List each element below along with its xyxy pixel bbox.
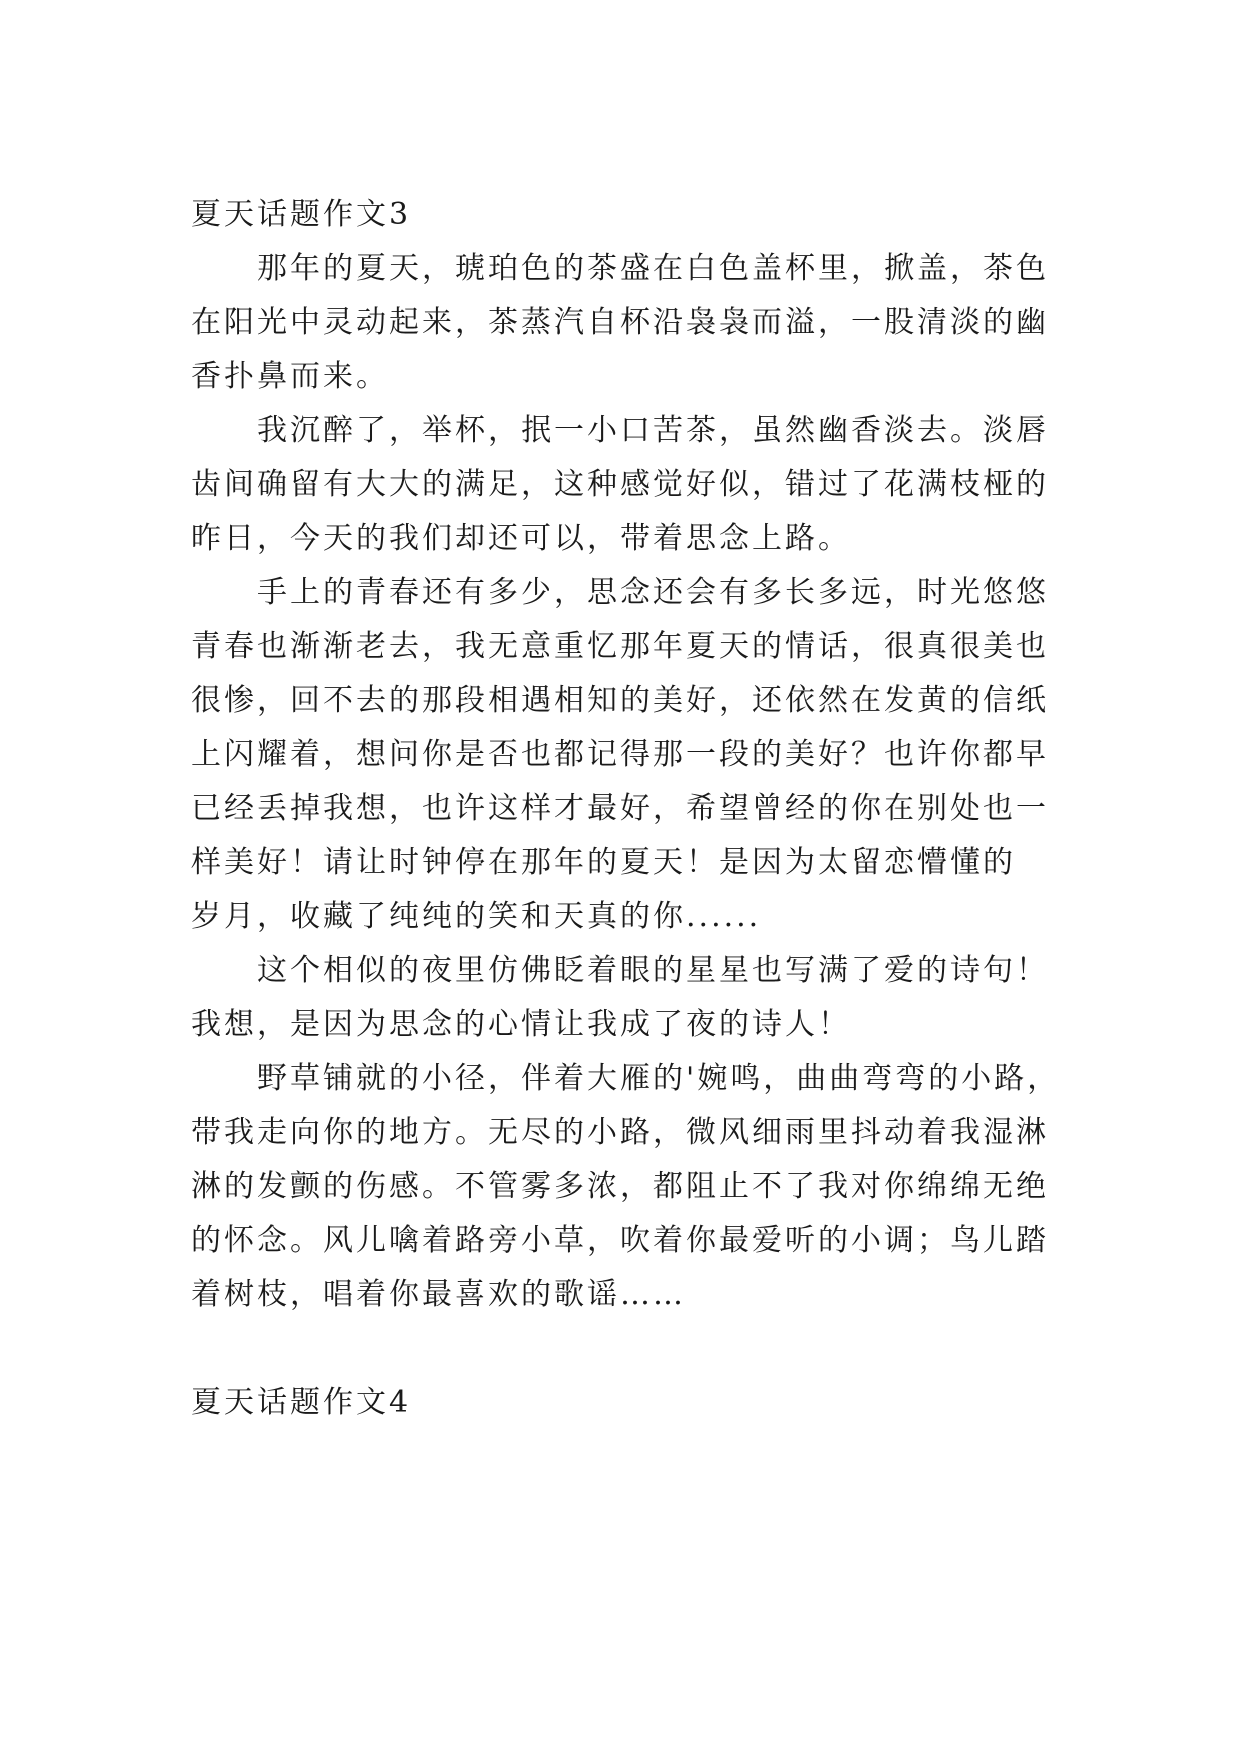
paragraph-4-line-1: 这个相似的夜里仿佛眨着眼的星星也写满了爱的诗句！ xyxy=(257,953,1049,988)
paragraph-3-line-2: 青春也渐渐老去，我无意重忆那年夏天的情话，很真很美也 xyxy=(191,629,1049,664)
paragraph-5-line-2: 带我走向你的地方。无尽的小路，微风细雨里抖动着我湿淋 xyxy=(191,1115,1049,1150)
paragraph-5-line-1: 野草铺就的小径，伴着大雁的'婉鸣，曲曲弯弯的小路， xyxy=(257,1061,1061,1096)
paragraph-3-line-3: 很惨，回不去的那段相遇相知的美好，还依然在发黄的信纸 xyxy=(191,683,1049,718)
paragraph-3-line-1: 手上的青春还有多少，思念还会有多长多远，时光悠悠 xyxy=(257,575,1049,610)
paragraph-4-line-2: 我想，是因为思念的心情让我成了夜的诗人！ xyxy=(191,1007,851,1042)
paragraph-3-line-5: 已经丢掉我想，也许这样才最好，希望曾经的你在别处也一 xyxy=(191,791,1049,826)
paragraph-3-line-4: 上闪耀着，想问你是否也都记得那一段的美好？也许你都早 xyxy=(191,737,1049,772)
paragraph-2-line-1: 我沉醉了，举杯，抿一小口苦茶，虽然幽香淡去。淡唇 xyxy=(257,413,1049,448)
paragraph-1-line-1: 那年的夏天，琥珀色的茶盛在白色盖杯里，掀盖，茶色 xyxy=(257,251,1049,286)
paragraph-3-line-7: 岁月，收藏了纯纯的笑和天真的你...... xyxy=(191,899,762,934)
paragraph-5-line-3: 淋的发颤的伤感。不管雾多浓，都阻止不了我对你绵绵无绝 xyxy=(191,1169,1049,1204)
paragraph-2-line-2: 齿间确留有大大的满足，这种感觉好似，错过了花满枝桠的 xyxy=(191,467,1049,502)
section-heading-3: 夏天话题作文3 xyxy=(191,197,412,232)
paragraph-5-line-4: 的怀念。风儿噙着路旁小草，吹着你最爱听的小调；鸟儿踏 xyxy=(191,1223,1049,1258)
paragraph-3-line-6: 样美好！请让时钟停在那年的夏天！是因为太留恋懵懂的 xyxy=(191,845,1016,880)
paragraph-2-line-3: 昨日，今天的我们却还可以，带着思念上路。 xyxy=(191,521,851,556)
section-heading-4: 夏天话题作文4 xyxy=(191,1385,412,1420)
paragraph-1-line-3: 香扑鼻而来。 xyxy=(191,359,389,394)
paragraph-5-line-5: 着树枝，唱着你最喜欢的歌谣…… xyxy=(191,1277,686,1312)
paragraph-1-line-2: 在阳光中灵动起来，茶蒸汽自杯沿袅袅而溢，一股清淡的幽 xyxy=(191,305,1049,340)
